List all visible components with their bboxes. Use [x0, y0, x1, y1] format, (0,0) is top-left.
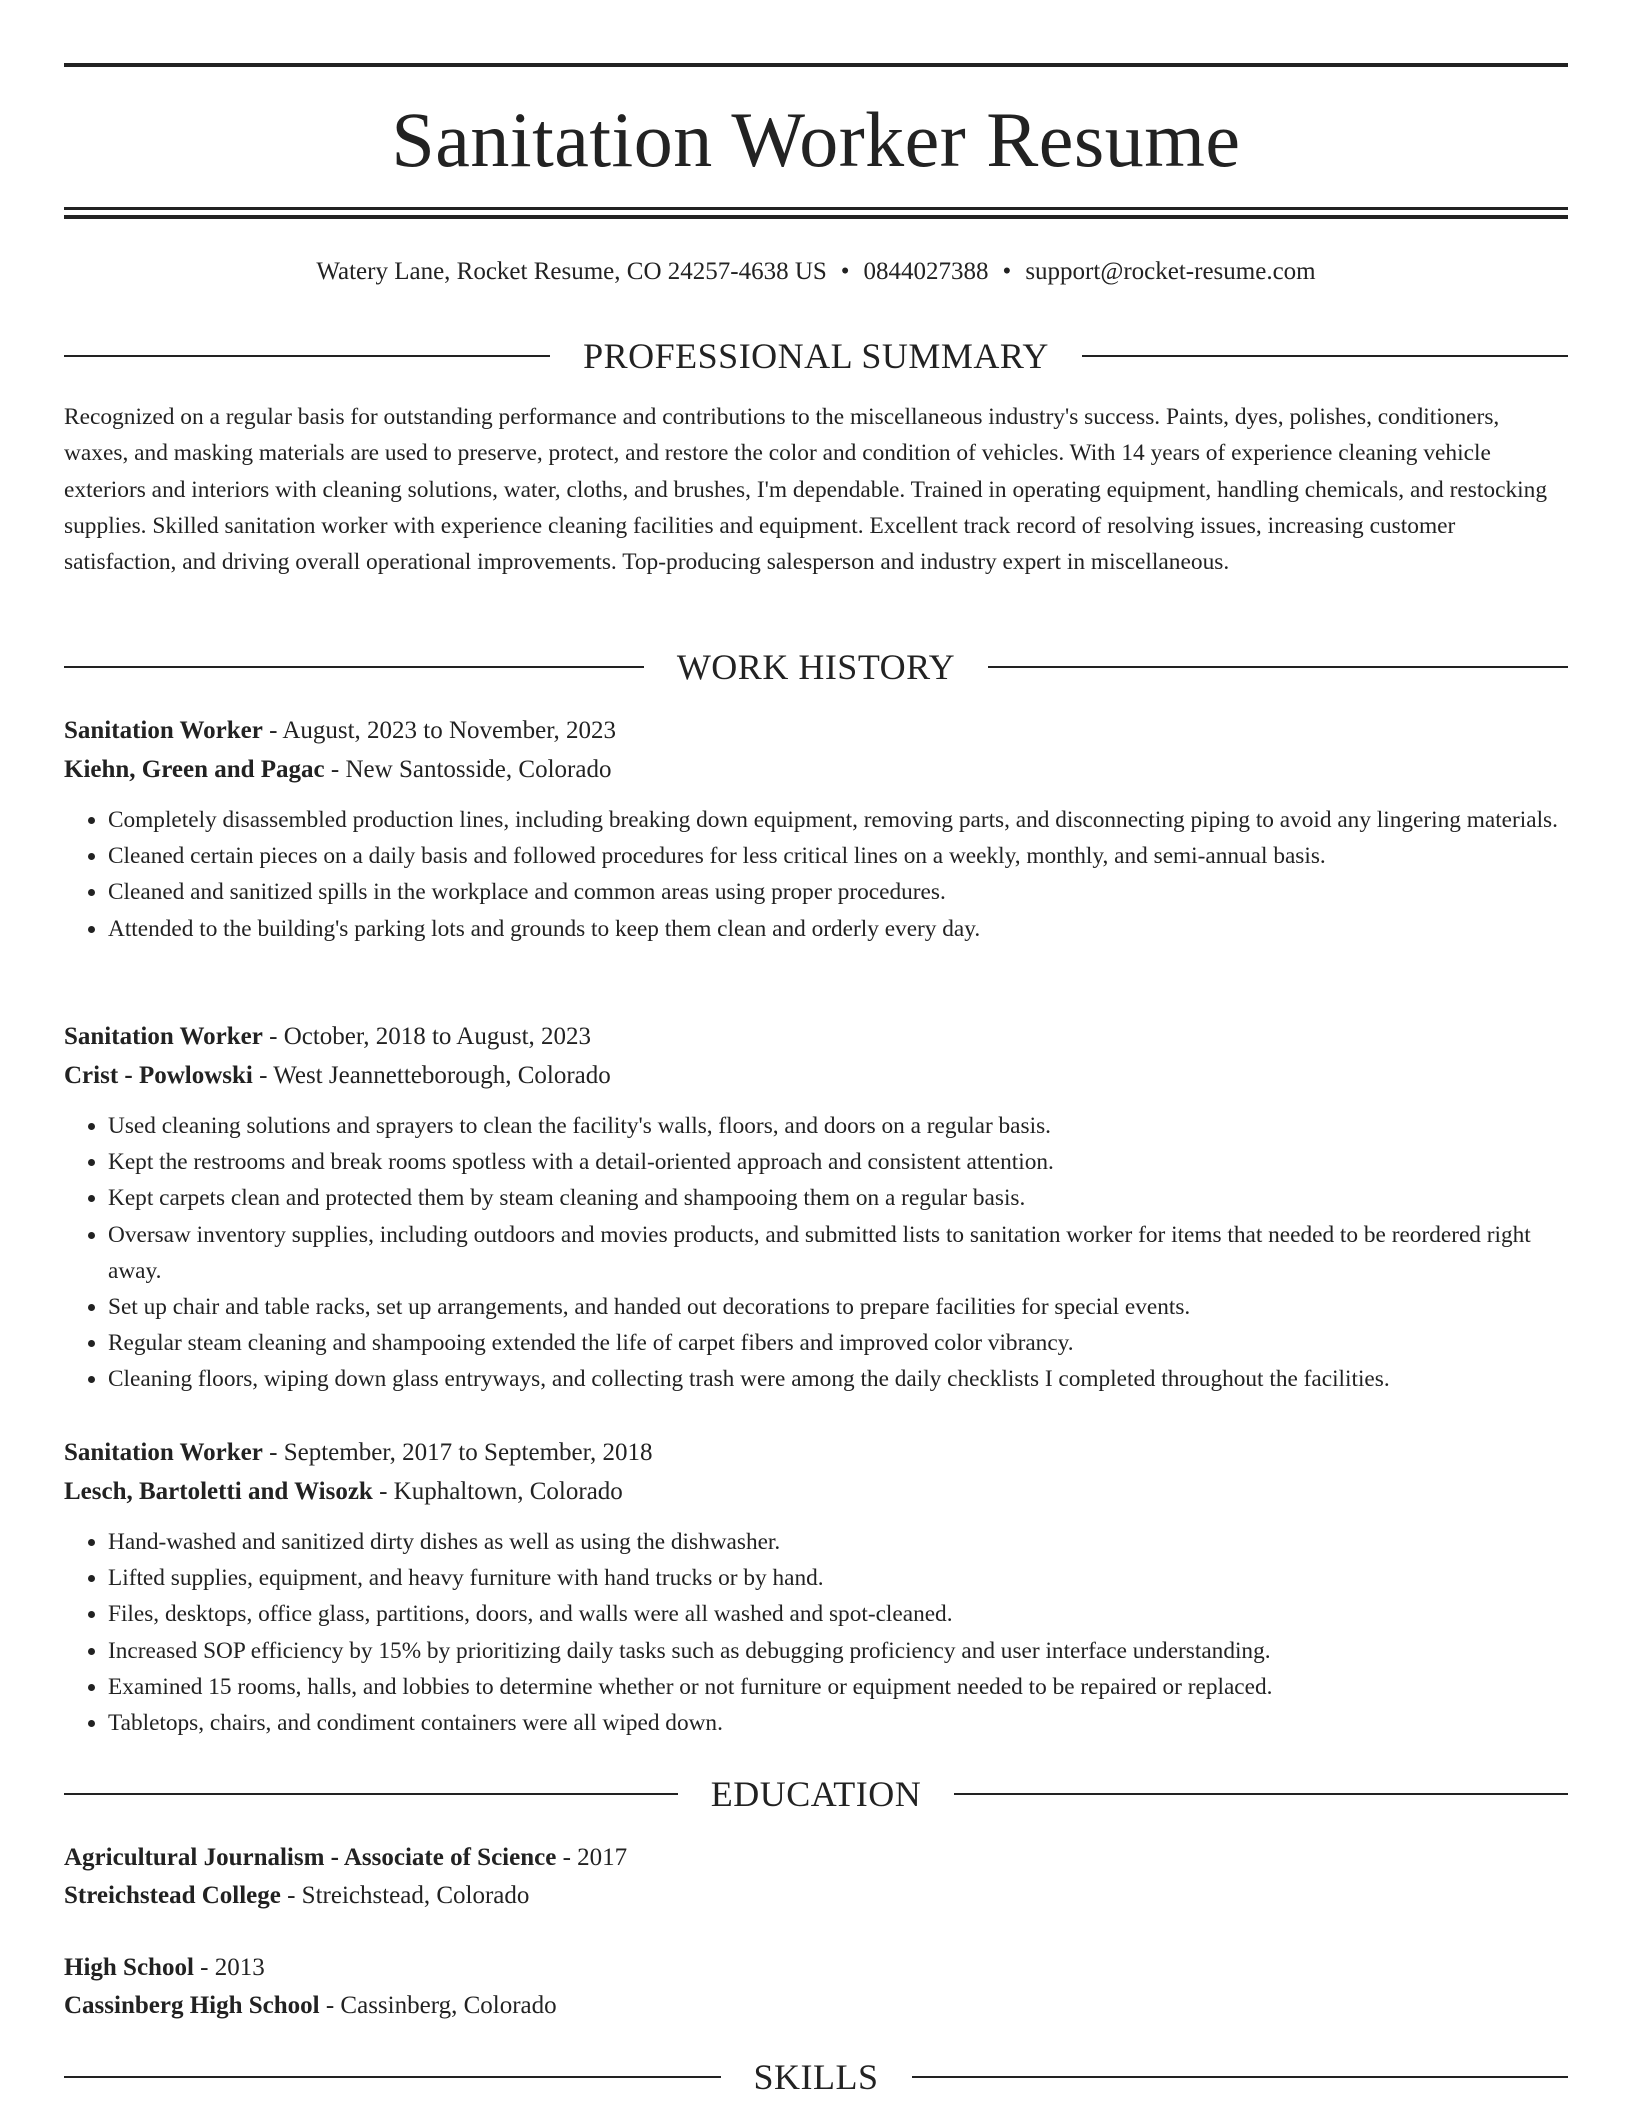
list-item: • Increased SOP efficiency by 15% by prioritizing daily tasks such as debugging proficiency and user interface understanding.: [108, 1633, 1568, 1669]
section-title-education: EDUCATION: [710, 1774, 922, 1814]
list-item: • Lifted supplies, equipment, and heavy furniture with hand trucks or by hand.: [108, 1560, 1568, 1596]
summary-paragraph: Recognized on a regular basis for outstanding performance and contributions to the miscellaneous industry's success. Paints, dyes, polishes, conditioners, waxes, and masking materials are used to preserve, protect, and restore the color and condition of vehicles. With 14 years of experience cleaning vehicle exteriors and interiors with cleaning solutions, water, cloths, and brushes, I'm dependable. Trained in operating equipment, handling chemicals, and restocking supplies. Skilled sanitation worker with experience cleaning facilities and equipment. Excellent track record of resolving issues, increasing customer satisfaction, and driving overall operational improvements. Top-producing salesperson and industry expert in miscellaneous.: [64, 404, 1548, 576]
title-rule-lower: [64, 215, 1568, 219]
page-title: Sanitation Worker Resume: [391, 96, 1241, 183]
list-item: • Files, desktops, office glass, partitions, doors, and walls were all washed and spot-cleaned.: [108, 1596, 1568, 1632]
section-header-education: [64, 1772, 1568, 1816]
education-school: Streichstead College: [64, 1882, 281, 1909]
section-rule-left: [64, 666, 644, 668]
list-item: • Set up chair and table racks, set up arrangements, and handed out decorations to prepare facilities for special events.: [108, 1289, 1568, 1325]
education-entry-2: [64, 1949, 1568, 2025]
section-rule-left: [64, 1793, 678, 1795]
section-header-summary: [64, 334, 1568, 378]
top-rule: [64, 63, 1568, 67]
job-dates: - August, 2023 to November, 2023: [262, 717, 617, 744]
job-bullets: [64, 802, 1568, 947]
job-company: Kiehn, Green and Pagac: [64, 756, 325, 783]
education-location: - Cassinberg, Colorado: [319, 1992, 557, 2019]
title-rule-upper: [64, 207, 1568, 210]
education-school-line: [64, 1987, 1568, 2025]
job-dates: - September, 2017 to September, 2018: [262, 1439, 653, 1466]
job-entry-3: [64, 1433, 1568, 1741]
section-title-work-history: WORK HISTORY: [676, 647, 956, 687]
job-title-line: [64, 1017, 1568, 1056]
education-entry-1: [64, 1839, 1568, 1915]
job-bullets: [64, 1108, 1568, 1398]
list-item: • Kept the restrooms and break rooms spotless with a detail-oriented approach and consistent attention.: [108, 1144, 1568, 1180]
list-item: • Tabletops, chairs, and condiment containers were all wiped down.: [108, 1705, 1568, 1741]
list-item: • Kept carpets clean and protected them by steam cleaning and shampooing them on a regular basis.: [108, 1180, 1568, 1216]
list-item: • Used cleaning solutions and sprayers to clean the facility's walls, floors, and doors on a regular basis.: [108, 1108, 1568, 1144]
job-company-line: [64, 750, 1568, 789]
list-item: • Oversaw inventory supplies, including outdoors and movies products, and submitted lists to sanitation worker for items that needed to be reordered right away.: [108, 1217, 1568, 1289]
list-item: • Cleaning floors, wiping down glass entryways, and collecting trash were among the daily checklists I completed throughout the facilities.: [108, 1361, 1568, 1397]
education-year: - 2017: [556, 1844, 628, 1871]
section-rule-left: [64, 2076, 721, 2078]
education-school: Cassinberg High School: [64, 1992, 320, 2019]
job-title: Sanitation Worker: [64, 1439, 263, 1466]
job-company-line: [64, 1056, 1568, 1095]
education-location: - Streichstead, Colorado: [280, 1882, 530, 1909]
contact-phone: 0844027388: [863, 258, 989, 285]
job-entry-2: [64, 1017, 1568, 1398]
list-item: • Examined 15 rooms, halls, and lobbies to determine whether or not furniture or equipment needed to be repaired or replaced.: [108, 1669, 1568, 1705]
education-degree-line: [64, 1949, 1568, 1987]
job-title-line: [64, 711, 1568, 750]
contact-separator: •: [1002, 258, 1012, 285]
section-header-work-history: [64, 645, 1568, 689]
job-title: Sanitation Worker: [64, 717, 263, 744]
education-school-line: [64, 1877, 1568, 1915]
job-location: - West Jeannetteborough, Colorado: [252, 1062, 611, 1089]
job-location: - New Santosside, Colorado: [324, 756, 612, 783]
education-degree: High School: [64, 1954, 194, 1981]
contact-separator: •: [840, 258, 850, 285]
education-degree-line: [64, 1839, 1568, 1877]
job-company: Crist - Powlowski: [64, 1062, 253, 1089]
section-rule-left: [64, 355, 550, 357]
list-item: • Regular steam cleaning and shampooing extended the life of carpet fibers and improved color vibrancy.: [108, 1325, 1568, 1361]
section-rule-right: [954, 1793, 1568, 1795]
section-rule-right: [1082, 355, 1568, 357]
job-location: - Kuphaltown, Colorado: [372, 1478, 623, 1505]
education-degree: Agricultural Journalism - Associate of Science: [64, 1844, 557, 1871]
job-title-line: [64, 1433, 1568, 1472]
job-entry-1: [64, 711, 1568, 947]
contact-line: [64, 254, 1568, 290]
list-item: • Attended to the building's parking lots and grounds to keep them clean and orderly every day.: [108, 911, 1568, 947]
education-year: - 2013: [193, 1954, 265, 1981]
list-item: • Completely disassembled production lines, including breaking down equipment, removing parts, and disconnecting piping to avoid any lingering materials.: [108, 802, 1568, 838]
job-company-line: [64, 1472, 1568, 1511]
job-bullets: [64, 1524, 1568, 1741]
job-dates: - October, 2018 to August, 2023: [262, 1023, 592, 1050]
contact-address: Watery Lane, Rocket Resume, CO 24257-4638 US: [316, 258, 827, 285]
section-title-summary: PROFESSIONAL SUMMARY: [583, 336, 1049, 376]
section-rule-right: [988, 666, 1568, 668]
section-header-skills: [64, 2055, 1568, 2099]
list-item: • Hand-washed and sanitized dirty dishes as well as using the dishwasher.: [108, 1524, 1568, 1560]
job-company: Lesch, Bartoletti and Wisozk: [64, 1478, 373, 1505]
job-title: Sanitation Worker: [64, 1023, 263, 1050]
section-rule-right: [912, 2076, 1569, 2078]
section-title-skills: SKILLS: [753, 2057, 879, 2097]
list-item: • Cleaned certain pieces on a daily basis and followed procedures for less critical lines on a weekly, monthly, and semi-annual basis.: [108, 838, 1568, 874]
list-item: • Cleaned and sanitized spills in the workplace and common areas using proper procedures.: [108, 874, 1568, 910]
contact-email: support@rocket-resume.com: [1025, 258, 1316, 285]
